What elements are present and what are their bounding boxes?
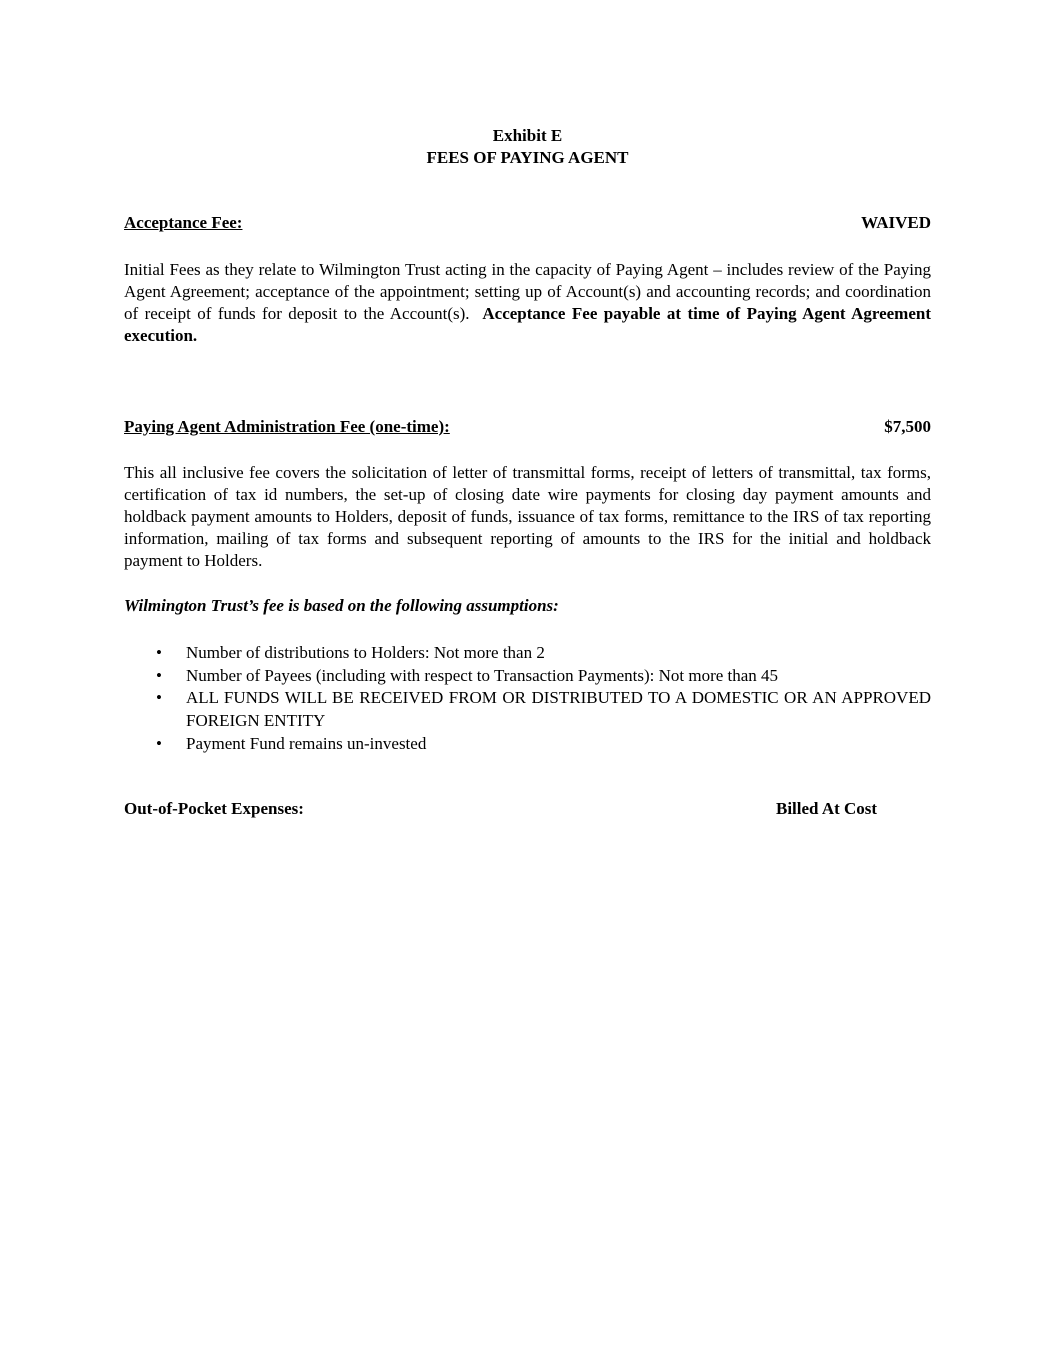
bullet-icon: • [156, 643, 162, 662]
list-item [124, 733, 931, 756]
list-item [124, 665, 931, 688]
out-of-pocket-amount: Billed At Cost [776, 799, 878, 818]
assumption-text: ALL FUNDS WILL BE RECEIVED FROM OR DISTRIBUTED TO A DOMESTIC OR AN APPROVED FOREIGN ENTITY [186, 688, 931, 731]
bullet-icon: • [156, 733, 162, 753]
bullet-icon: • [156, 688, 162, 708]
acceptance-fee-amount: WAIVED [861, 213, 931, 232]
out-of-pocket-label: Out-of-Pocket Expenses: [124, 799, 304, 818]
admin-fee-label: Paying Agent Administration Fee (one-time): [124, 417, 450, 436]
title-block [0, 125, 1055, 169]
list-item [124, 642, 931, 665]
assumptions-heading: Wilmington Trust’s fee is based on the following assumptions: [124, 596, 559, 615]
acceptance-fee-payable-note: Acceptance Fee payable at time of Paying Agent Agreement execution. [124, 304, 931, 345]
assumption-text: Number of distributions to Holders: Not more than 2 [186, 643, 545, 662]
assumption-text: Payment Fund remains un-invested [186, 733, 427, 753]
admin-fee-description: This all inclusive fee covers the solicitation of letter of transmittal forms, receipt of letters of transmittal, tax forms, certification of tax id numbers, the set-up of closing date wire payments for closing day payment amounts and holdback payment amounts to Holders, deposit of funds, issuance of tax forms, remittance to the IRS of tax reporting information, mailing of tax forms and subsequent reporting of amounts to the IRS for the initial and holdback payment to Holders. [124, 463, 931, 570]
bullet-icon: • [156, 665, 162, 685]
list-item [124, 687, 931, 732]
acceptance-fee-description [124, 259, 931, 347]
acceptance-fee-text: Initial Fees as they relate to Wilmington Trust acting in the capacity of Paying Agent – includes review of the Paying Agent Agreement; acceptance of the appointment; setting up of Account(s) and accounting records; and coordination of receipt of funds for deposit to the Account(s). [124, 260, 931, 323]
exhibit-label: Exhibit E [492, 126, 563, 145]
admin-fee-amount: $7,500 [884, 417, 931, 436]
assumptions-list [124, 642, 931, 756]
assumption-text: Number of Payees (including with respect to Transaction Payments): Not more than 45 [186, 665, 779, 685]
page-title: FEES OF PAYING AGENT [426, 148, 629, 167]
acceptance-fee-label: Acceptance Fee: [124, 213, 243, 232]
